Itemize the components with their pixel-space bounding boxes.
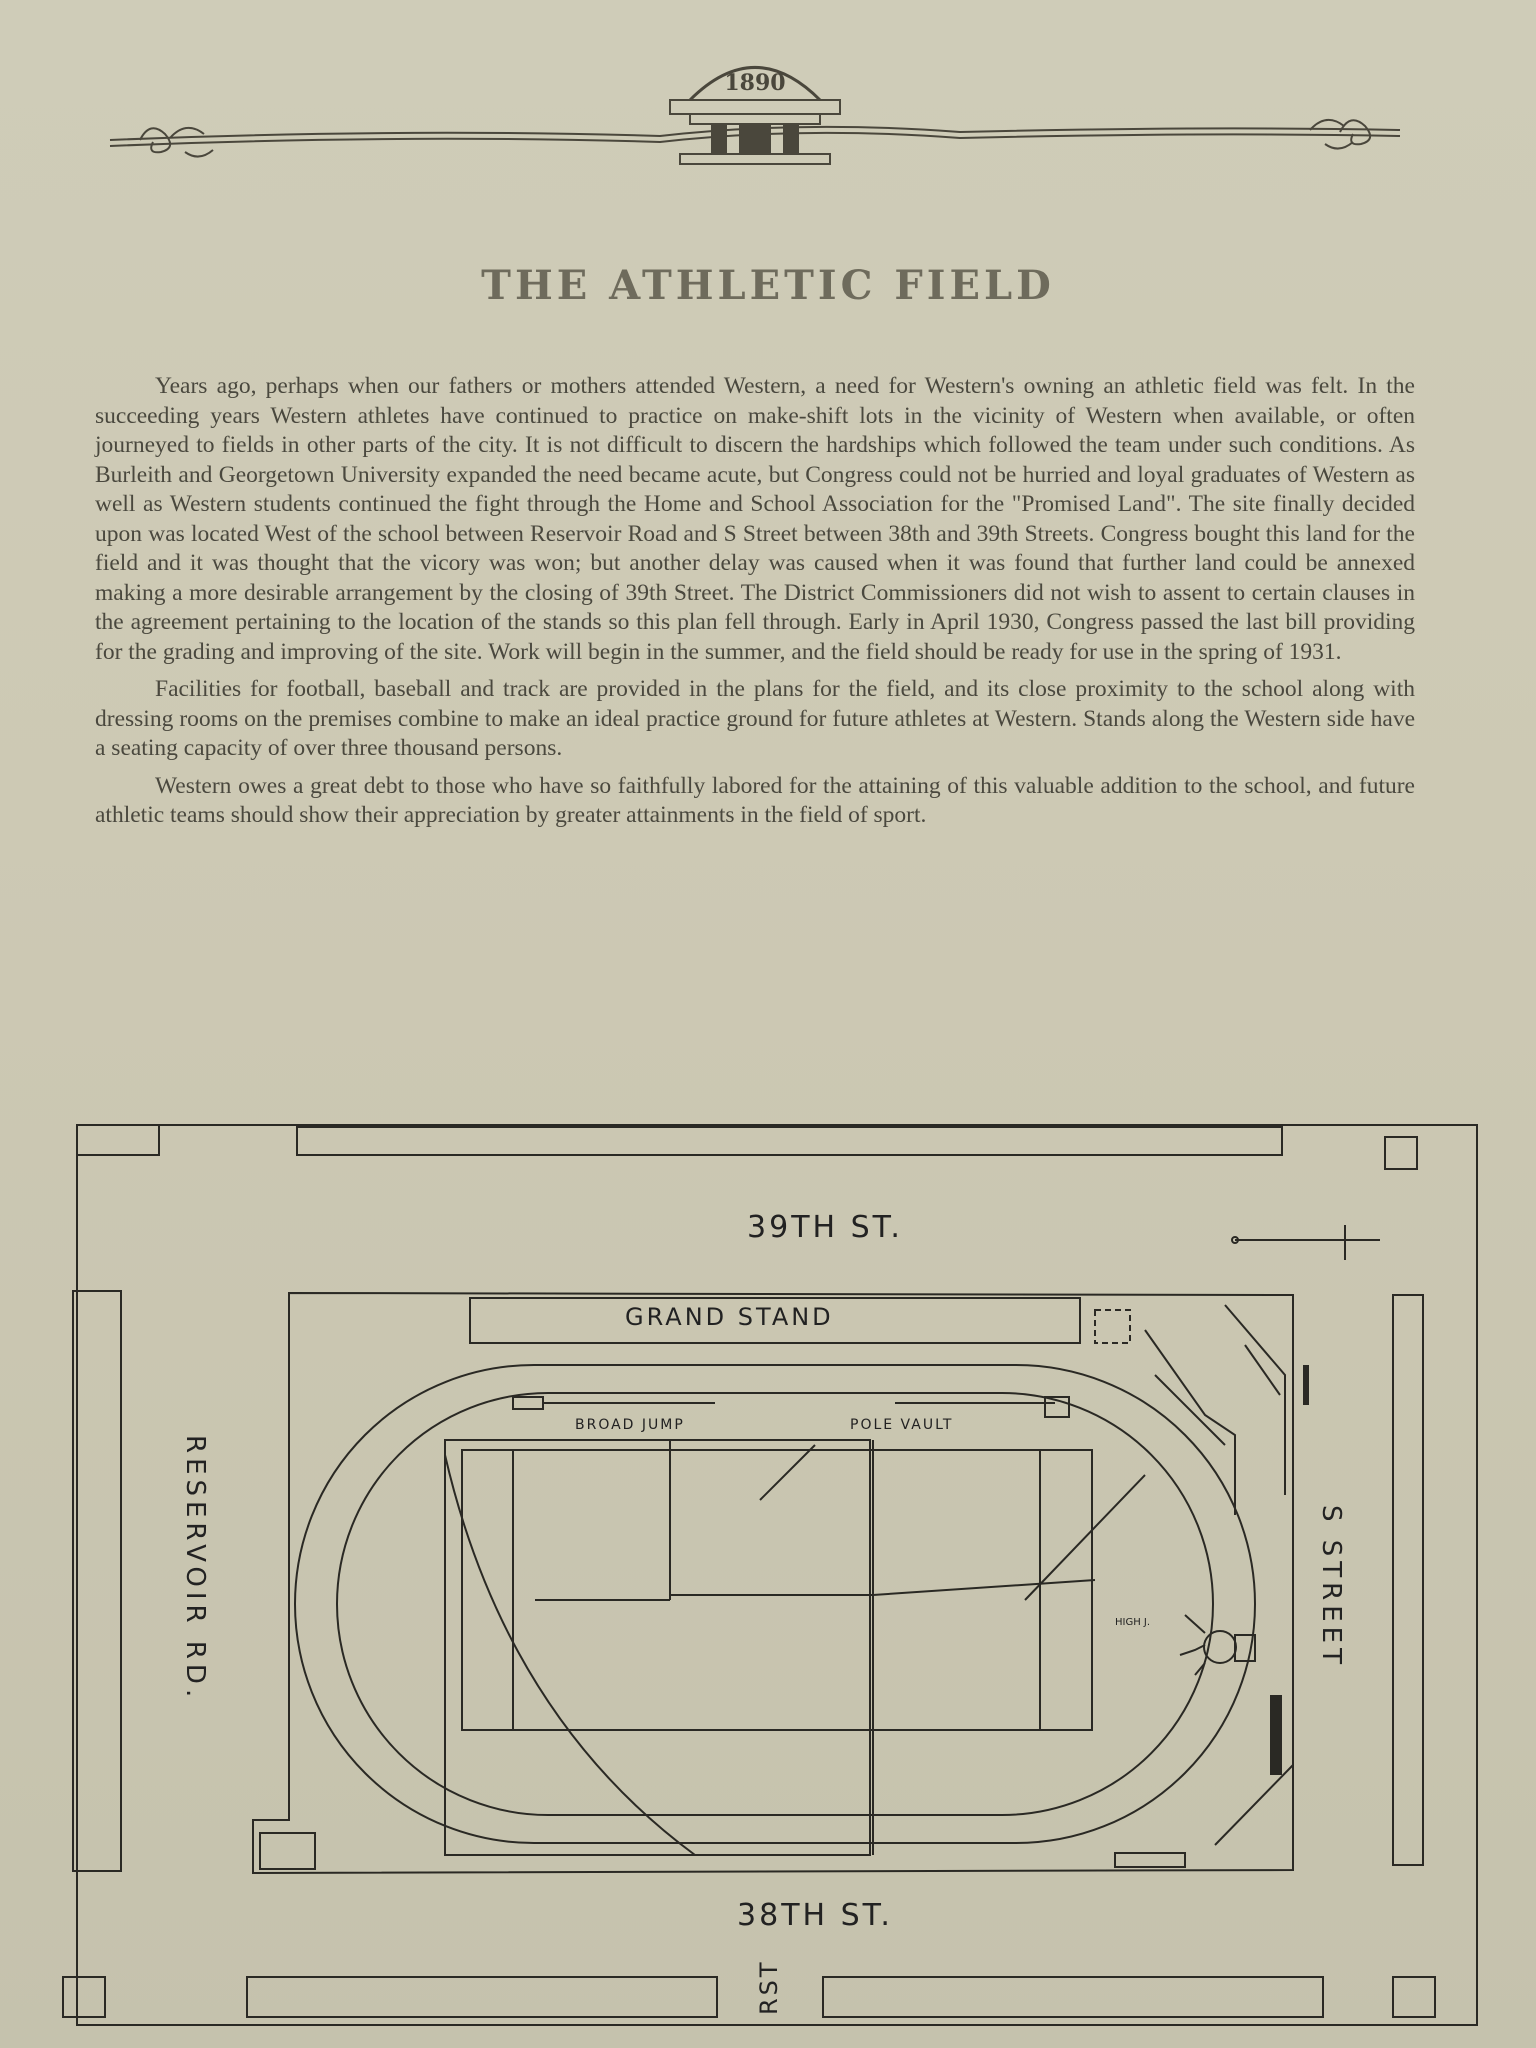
label-s-street: S STREET [1316, 1505, 1346, 1669]
label-high-jump: HIGH J. [1115, 1617, 1151, 1628]
paragraph-1: Years ago, perhaps when our fathers or mothers attended Western, a need for Western's owning an athletic field was felt. In the succeeding years Western athletes have continued to practice on make-shift lots in the vicinity of Western when available, or often journeyed to fields in other parts of the city. It is not difficult to discern the hardships which followed the team under such conditions. As Burleith and Georgetown University expanded the need became acute, but Congress could not be hurried and loyal graduates of Western as well as Western students continued the fight through the Home and School Association for the "Promised Land". The site finally decided upon was located West of the school between Reservoir Road and S Street between 38th and 39th Streets. Congress bought this land for the field and it was thought that the vicory was won; but another delay was caused when it was found that further land could be annexed making a more desirable arrangement by the closing of 39th Street. The District Commissioners did not wish to assent to certain clauses in the agreement pertaining to the location of the stands so this plan fell through. Early in April 1930, Congress passed the last bill providing for the grading and improving of the site. Work will begin in the summer, and the field should be ready for use in the spring of 1931. [95, 373, 1415, 665]
article-body [95, 372, 1415, 839]
label-pole-vault: POLE VAULT [850, 1417, 954, 1433]
label-39th-street: 39TH ST. [747, 1210, 903, 1245]
paragraph-3: Western owes a great debt to those who have so faithfully labored for the attaining of this valuable addition to the school, and future athletic teams should show their appreciation by greater attainments in the field of sport. [95, 772, 1415, 828]
paragraph-2: Facilities for football, baseball and track are provided in the plans for the field, and its close proximity to the school along with dressing rooms on the premises combine to make an ideal practice ground for future athletes at Western. Stands along the Western side have a seating capacity of over three thousand persons. [95, 676, 1415, 761]
header-ornament [100, 40, 1410, 180]
label-reservoir-road: RESERVOIR RD. [180, 1435, 210, 1703]
label-grand-stand: GRAND STAND [625, 1303, 834, 1331]
label-38th-street: 38TH ST. [737, 1898, 893, 1933]
label-broad-jump: BROAD JUMP [575, 1417, 685, 1433]
page-title: THE ATHLETIC FIELD [481, 262, 1055, 309]
field-plan-diagram [55, 1115, 1495, 2035]
label-first-street: RST [755, 1959, 783, 2015]
year-label: 1890 [724, 70, 786, 96]
